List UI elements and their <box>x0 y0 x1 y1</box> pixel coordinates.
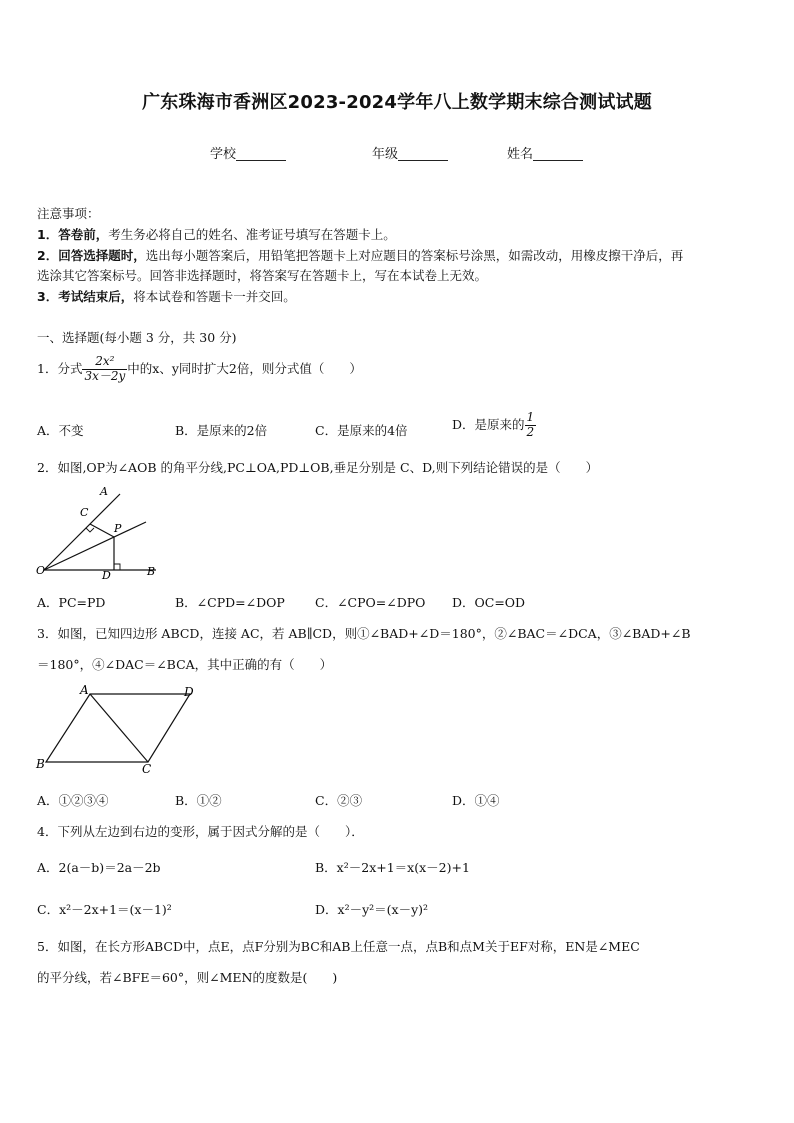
label-d: D <box>184 685 194 699</box>
label-b: B <box>36 757 45 771</box>
notice-item-3 <box>37 287 296 305</box>
right-angle-mark-d <box>114 564 120 570</box>
notice-item-1-num: 1． <box>37 227 59 242</box>
q3-option-b[interactable]: B．①② <box>175 793 222 808</box>
q1-frac-num: 2x² <box>82 355 127 370</box>
q4-option-c[interactable]: C．x²－2x+1＝(x－1)² <box>37 902 172 917</box>
q4-stem: 4．下列从左边到右边的变形，属于因式分解的是（ ）． <box>37 824 364 839</box>
notice-item-2-line1: 选出每小题答案后，用铅笔把答题卡上对应题目的答案标号涂黑，如需改动，用橡皮擦干净后，再 <box>145 248 684 263</box>
label-c: C <box>142 762 152 776</box>
label-d: D <box>102 569 111 582</box>
section-heading: 一、选择题(每小题 3 分，共 30 分) <box>37 330 237 345</box>
q3-option-c[interactable]: C．②③ <box>315 793 363 808</box>
school-blank[interactable] <box>236 146 286 161</box>
q2-angle-bisector-figure <box>30 482 165 582</box>
notice-heading: 注意事项： <box>37 206 100 221</box>
segment-pc <box>90 524 114 537</box>
label-a: A <box>100 485 108 498</box>
school-field[interactable] <box>210 143 286 162</box>
notice-item-2-cont: 选涂其它答案标号。回答非选择题时，将答案写在答题卡上，写在本试卷上无效。 <box>37 268 488 283</box>
q3-quadrilateral-figure <box>30 682 205 777</box>
notice-item-3-bold: 考试结束后， <box>58 289 134 304</box>
notice-item-2-bold: 回答选择题时， <box>58 248 146 263</box>
q1-frac-den: 3x－2y <box>84 368 126 383</box>
q4-option-d[interactable]: D．x²－y²＝(x－y)² <box>315 902 429 917</box>
q2-option-d[interactable]: D．OC=OD <box>452 595 526 610</box>
label-b: B <box>147 565 156 578</box>
q1-fraction <box>82 355 127 384</box>
notice-item-1-bold: 答卷前， <box>58 227 109 242</box>
q2-option-c[interactable]: C．∠CPO=∠DPO <box>315 595 426 610</box>
notice-item-1-text: 考生务必将自己的姓名、准考证号填写在答题卡上。 <box>108 227 396 242</box>
quadrilateral-abcd <box>46 694 190 762</box>
grade-field[interactable] <box>372 143 448 162</box>
q1-option-d-num: 1 <box>526 410 535 424</box>
q2-option-a[interactable]: A．PC=PD <box>37 595 106 610</box>
q1-prefix: 1．分式 <box>37 360 83 376</box>
label-p: P <box>114 522 122 535</box>
notice-item-2-num: 2． <box>37 248 59 263</box>
q4-option-b[interactable]: B．x²－2x+1＝x(x－2)+1 <box>315 860 470 875</box>
q1-option-d-prefix: D．是原来的 <box>452 416 525 432</box>
q2-option-b[interactable]: B．∠CPD=∠DOP <box>175 595 285 610</box>
grade-blank[interactable] <box>398 146 448 161</box>
q1-stem <box>37 355 362 384</box>
q1-option-d[interactable] <box>452 411 536 440</box>
right-angle-mark-c <box>86 528 94 532</box>
notice-item-3-num: 3． <box>37 289 59 304</box>
name-blank[interactable] <box>533 146 583 161</box>
label-c: C <box>80 506 89 519</box>
ray-op <box>44 522 146 570</box>
label-o: O <box>36 564 46 577</box>
q5-stem-line1: 5．如图，在长方形ABCD中，点E，点F分别为BC和AB上任意一点，点B和点M关于EF对称，EN是∠MEC <box>37 939 640 954</box>
q1-suffix: 中的x、y同时扩大2倍，则分式值（ ） <box>127 360 362 376</box>
q1-option-d-fraction <box>525 411 537 440</box>
school-label: 学校 <box>210 147 237 162</box>
q3-stem-line2: ＝180°，④∠DAC＝∠BCA，其中正确的有（ ） <box>37 657 333 672</box>
q1-option-d-den: 2 <box>526 424 535 439</box>
label-a: A <box>80 683 89 697</box>
q3-option-a[interactable]: A．①②③④ <box>37 793 109 808</box>
page-title: 广东珠海市香洲区2023-2024学年八上数学期末综合测试试题 <box>142 92 652 113</box>
q5-stem-line2: 的平分线，若∠BFE＝60°，则∠MEN的度数是( ) <box>37 970 338 985</box>
name-label: 姓名 <box>507 147 534 162</box>
q1-option-b[interactable]: B．是原来的2倍 <box>175 423 268 438</box>
diagonal-ac <box>90 694 148 762</box>
name-field[interactable] <box>507 143 583 162</box>
notice-item-2 <box>37 246 683 264</box>
q4-option-a[interactable]: A．2(a－b)＝2a－2b <box>37 860 161 875</box>
notice-item-3-text: 将本试卷和答题卡一并交回。 <box>133 289 296 304</box>
grade-label: 年级 <box>372 147 399 162</box>
q2-stem: 2．如图,OP为∠AOB 的角平分线,PC⊥OA,PD⊥OB,垂足分别是 C、D,则下列结论错误的是（ ） <box>37 460 599 475</box>
q1-option-c[interactable]: C．是原来的4倍 <box>315 423 408 438</box>
q3-option-d[interactable]: D．①④ <box>452 793 500 808</box>
notice-item-1 <box>37 225 396 243</box>
q1-option-a[interactable]: A．不变 <box>37 423 84 438</box>
q3-stem-line1: 3．如图，已知四边形 ABCD，连接 AC，若 AB∥CD，则①∠BAD+∠D＝180°，②∠BAC＝∠DCA，③∠BAD+∠B <box>37 626 691 641</box>
